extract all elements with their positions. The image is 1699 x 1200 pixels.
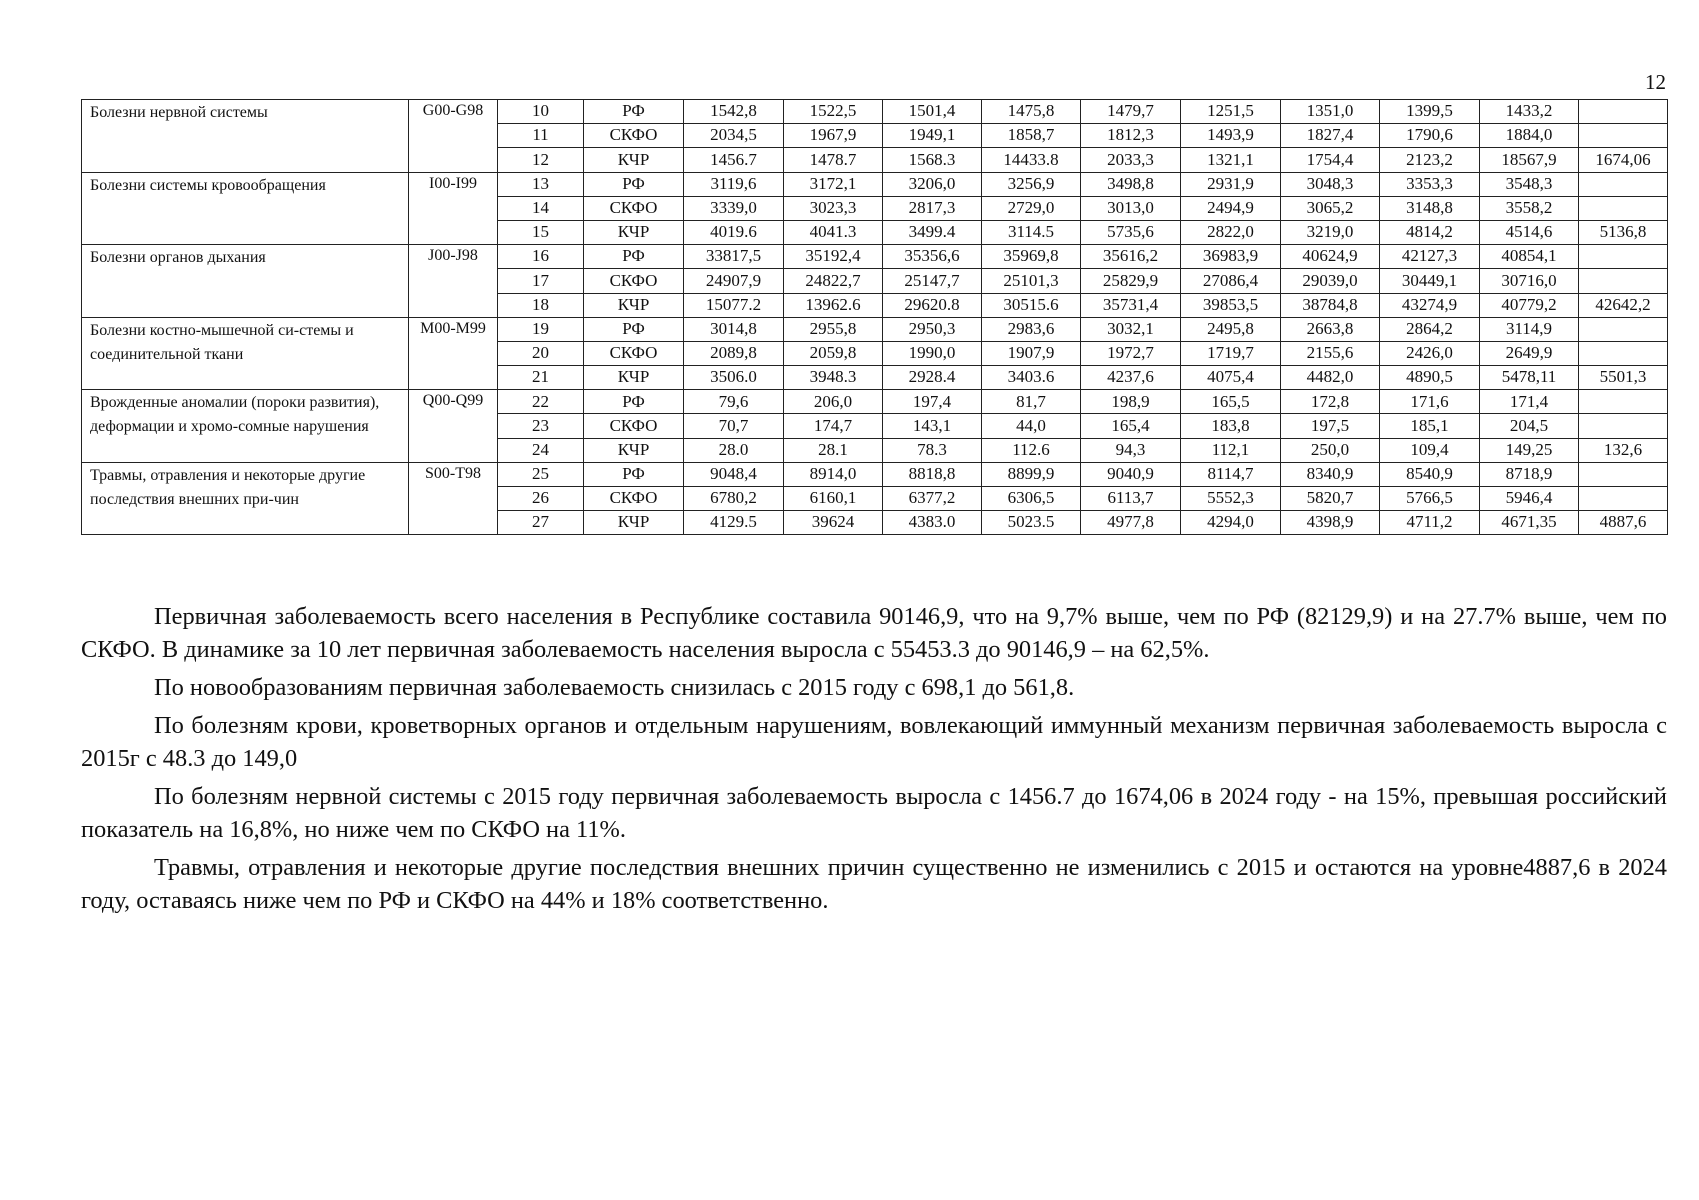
value-cell: 3065,2 [1281, 196, 1380, 220]
row-number-cell: 21 [498, 366, 584, 390]
value-cell: 6160,1 [784, 487, 883, 511]
value-cell: 29039,0 [1281, 269, 1380, 293]
value-cell: 165,5 [1181, 390, 1281, 414]
table-row [82, 462, 1668, 486]
value-cell: 2426,0 [1380, 341, 1480, 365]
value-cell: 2864,2 [1380, 317, 1480, 341]
table-row [82, 317, 1668, 341]
value-cell: 3558,2 [1480, 196, 1579, 220]
value-cell: 5820,7 [1281, 487, 1380, 511]
value-cell: 1812,3 [1081, 124, 1181, 148]
row-number-cell: 25 [498, 462, 584, 486]
region-cell: СКФО [584, 414, 684, 438]
region-cell: СКФО [584, 269, 684, 293]
value-cell: 197,5 [1281, 414, 1380, 438]
value-cell: 4075,4 [1181, 366, 1281, 390]
paragraph: По болезням крови, кроветворных органов и отдельным нарушениям, вовлекающий иммунный механизм первичная заболеваемость выросла с 2015г с 48.3 до 149,0 [81, 712, 1667, 772]
table-row [82, 390, 1668, 414]
value-cell: 2155,6 [1281, 341, 1380, 365]
value-cell: 206,0 [784, 390, 883, 414]
value-cell: 3114,9 [1480, 317, 1579, 341]
row-number-cell: 11 [498, 124, 584, 148]
value-cell: 4383.0 [883, 511, 982, 535]
value-cell: 8899,9 [982, 462, 1081, 486]
value-cell: 4671,35 [1480, 511, 1579, 535]
value-cell: 28.1 [784, 438, 883, 462]
value-cell: 1568.3 [883, 148, 982, 172]
value-cell: 4887,6 [1579, 511, 1668, 535]
value-cell: 24907,9 [684, 269, 784, 293]
value-cell: 24822,7 [784, 269, 883, 293]
value-cell [1579, 317, 1668, 341]
row-number-cell: 10 [498, 100, 584, 124]
value-cell: 3219,0 [1281, 220, 1380, 244]
table-row [82, 172, 1668, 196]
value-cell: 171,6 [1380, 390, 1480, 414]
value-cell: 9048,4 [684, 462, 784, 486]
value-cell: 25829,9 [1081, 269, 1181, 293]
disease-name-cell: Болезни органов дыхания [82, 245, 409, 318]
value-cell: 143,1 [883, 414, 982, 438]
row-number-cell: 24 [498, 438, 584, 462]
value-cell: 3148,8 [1380, 196, 1480, 220]
value-cell: 25147,7 [883, 269, 982, 293]
value-cell [1579, 245, 1668, 269]
value-cell: 185,1 [1380, 414, 1480, 438]
value-cell: 2059,8 [784, 341, 883, 365]
value-cell: 1475,8 [982, 100, 1081, 124]
value-cell: 1433,2 [1480, 100, 1579, 124]
value-cell: 2729,0 [982, 196, 1081, 220]
table-row [82, 245, 1668, 269]
value-cell: 1907,9 [982, 341, 1081, 365]
value-cell: 6306,5 [982, 487, 1081, 511]
icd-code-cell: M00-M99 [409, 317, 498, 390]
value-cell: 3948.3 [784, 366, 883, 390]
region-cell: КЧР [584, 511, 684, 535]
value-cell: 4514,6 [1480, 220, 1579, 244]
value-cell: 1493,9 [1181, 124, 1281, 148]
value-cell: 2983,6 [982, 317, 1081, 341]
value-cell: 5735,6 [1081, 220, 1181, 244]
value-cell: 171,4 [1480, 390, 1579, 414]
value-cell: 3023,3 [784, 196, 883, 220]
table-row [82, 100, 1668, 124]
value-cell: 1251,5 [1181, 100, 1281, 124]
value-cell: 6113,7 [1081, 487, 1181, 511]
value-cell [1579, 124, 1668, 148]
value-cell: 1501,4 [883, 100, 982, 124]
value-cell: 2663,8 [1281, 317, 1380, 341]
value-cell: 1479,7 [1081, 100, 1181, 124]
region-cell: КЧР [584, 148, 684, 172]
region-cell: СКФО [584, 341, 684, 365]
value-cell: 5023.5 [982, 511, 1081, 535]
value-cell: 5501,3 [1579, 366, 1668, 390]
paragraph: По болезням нервной системы с 2015 году первичная заболеваемость выросла с 1456.7 до 1674,06 в 2024 году - на 15%, превышая российский показатель на 16,8%, но ниже чем по СКФО на 11%. [81, 783, 1667, 843]
region-cell: СКФО [584, 487, 684, 511]
region-cell: СКФО [584, 124, 684, 148]
region-cell: РФ [584, 462, 684, 486]
value-cell: 2950,3 [883, 317, 982, 341]
value-cell: 35192,4 [784, 245, 883, 269]
value-cell [1579, 462, 1668, 486]
value-cell: 33817,5 [684, 245, 784, 269]
value-cell: 35616,2 [1081, 245, 1181, 269]
value-cell [1579, 390, 1668, 414]
row-number-cell: 12 [498, 148, 584, 172]
value-cell: 6780,2 [684, 487, 784, 511]
value-cell: 250,0 [1281, 438, 1380, 462]
value-cell: 44,0 [982, 414, 1081, 438]
value-cell: 2494,9 [1181, 196, 1281, 220]
icd-code-cell: J00-J98 [409, 245, 498, 318]
value-cell: 2817,3 [883, 196, 982, 220]
value-cell: 1884,0 [1480, 124, 1579, 148]
value-cell: 4482,0 [1281, 366, 1380, 390]
value-cell: 1827,4 [1281, 124, 1380, 148]
value-cell: 165,4 [1081, 414, 1181, 438]
value-cell: 3499.4 [883, 220, 982, 244]
region-cell: КЧР [584, 438, 684, 462]
row-number-cell: 13 [498, 172, 584, 196]
value-cell: 4711,2 [1380, 511, 1480, 535]
value-cell: 109,4 [1380, 438, 1480, 462]
value-cell: 4294,0 [1181, 511, 1281, 535]
value-cell: 198,9 [1081, 390, 1181, 414]
value-cell: 1456.7 [684, 148, 784, 172]
value-cell: 13962.6 [784, 293, 883, 317]
value-cell: 42127,3 [1380, 245, 1480, 269]
value-cell: 94,3 [1081, 438, 1181, 462]
value-cell: 3256,9 [982, 172, 1081, 196]
value-cell: 5136,8 [1579, 220, 1668, 244]
paragraph: Травмы, отравления и некоторые другие последствия внешних причин существенно не изменились с 2015 и остаются на уровне4887,6 в 2024 году, оставаясь ниже чем по РФ и СКФО на 44% и 18% соответственно. [81, 854, 1667, 914]
row-number-cell: 14 [498, 196, 584, 220]
icd-code-cell: Q00-Q99 [409, 390, 498, 463]
value-cell: 42642,2 [1579, 293, 1668, 317]
value-cell: 70,7 [684, 414, 784, 438]
value-cell: 2928.4 [883, 366, 982, 390]
value-cell: 1949,1 [883, 124, 982, 148]
row-number-cell: 16 [498, 245, 584, 269]
disease-name-cell: Врожденные аномалии (пороки развития), деформации и хромо-сомные нарушения [82, 390, 409, 463]
value-cell: 172,8 [1281, 390, 1380, 414]
disease-name-cell: Болезни системы кровообращения [82, 172, 409, 245]
row-number-cell: 27 [498, 511, 584, 535]
value-cell: 3032,1 [1081, 317, 1181, 341]
region-cell: КЧР [584, 366, 684, 390]
row-number-cell: 15 [498, 220, 584, 244]
region-cell: РФ [584, 317, 684, 341]
value-cell: 197,4 [883, 390, 982, 414]
value-cell: 28.0 [684, 438, 784, 462]
value-cell: 35969,8 [982, 245, 1081, 269]
icd-code-cell: G00-G98 [409, 100, 498, 173]
row-number-cell: 23 [498, 414, 584, 438]
value-cell: 27086,4 [1181, 269, 1281, 293]
value-cell: 3048,3 [1281, 172, 1380, 196]
value-cell: 2034,5 [684, 124, 784, 148]
row-number-cell: 17 [498, 269, 584, 293]
icd-code-cell: S00-T98 [409, 462, 498, 535]
value-cell: 183,8 [1181, 414, 1281, 438]
row-number-cell: 22 [498, 390, 584, 414]
value-cell: 1972,7 [1081, 341, 1181, 365]
value-cell: 1858,7 [982, 124, 1081, 148]
value-cell: 4019.6 [684, 220, 784, 244]
value-cell: 43274,9 [1380, 293, 1480, 317]
value-cell: 8914,0 [784, 462, 883, 486]
value-cell: 4237,6 [1081, 366, 1181, 390]
value-cell: 2033,3 [1081, 148, 1181, 172]
value-cell: 112,1 [1181, 438, 1281, 462]
table-body [82, 100, 1668, 535]
value-cell: 1522,5 [784, 100, 883, 124]
value-cell: 9040,9 [1081, 462, 1181, 486]
value-cell: 4041.3 [784, 220, 883, 244]
value-cell: 39624 [784, 511, 883, 535]
value-cell: 18567,9 [1480, 148, 1579, 172]
row-number-cell: 18 [498, 293, 584, 317]
value-cell: 2649,9 [1480, 341, 1579, 365]
value-cell: 40854,1 [1480, 245, 1579, 269]
disease-name-cell: Травмы, отравления и некоторые другие последствия внешних при-чин [82, 462, 409, 535]
value-cell: 25101,3 [982, 269, 1081, 293]
value-cell: 132,6 [1579, 438, 1668, 462]
value-cell: 78.3 [883, 438, 982, 462]
value-cell: 4129.5 [684, 511, 784, 535]
value-cell [1579, 487, 1668, 511]
value-cell: 40624,9 [1281, 245, 1380, 269]
body-text [81, 600, 1667, 922]
value-cell: 4814,2 [1380, 220, 1480, 244]
value-cell: 1674,06 [1579, 148, 1668, 172]
value-cell: 3014,8 [684, 317, 784, 341]
region-cell: КЧР [584, 293, 684, 317]
value-cell: 2822,0 [1181, 220, 1281, 244]
region-cell: СКФО [584, 196, 684, 220]
value-cell: 2123,2 [1380, 148, 1480, 172]
value-cell [1579, 172, 1668, 196]
value-cell: 2495,8 [1181, 317, 1281, 341]
value-cell: 3172,1 [784, 172, 883, 196]
value-cell: 4977,8 [1081, 511, 1181, 535]
morbidity-table [81, 99, 1668, 535]
value-cell: 1399,5 [1380, 100, 1480, 124]
value-cell: 1754,4 [1281, 148, 1380, 172]
value-cell: 1967,9 [784, 124, 883, 148]
value-cell: 5478,11 [1480, 366, 1579, 390]
value-cell: 3548,3 [1480, 172, 1579, 196]
value-cell: 1542,8 [684, 100, 784, 124]
value-cell: 3119,6 [684, 172, 784, 196]
value-cell: 15077.2 [684, 293, 784, 317]
paragraph: Первичная заболеваемость всего населения в Республике составила 90146,9, что на 9,7% выше, чем по РФ (82129,9) и на 27.7% выше, чем по СКФО. В динамике за 10 лет первичная заболеваемость населения выросла с 55453.3 до 90146,9 – на 62,5%. [81, 603, 1667, 663]
value-cell: 29620.8 [883, 293, 982, 317]
value-cell: 2089,8 [684, 341, 784, 365]
disease-name-cell: Болезни нервной системы [82, 100, 409, 173]
value-cell: 112.6 [982, 438, 1081, 462]
value-cell: 5766,5 [1380, 487, 1480, 511]
value-cell: 3353,3 [1380, 172, 1480, 196]
value-cell: 5552,3 [1181, 487, 1281, 511]
value-cell: 2931,9 [1181, 172, 1281, 196]
row-number-cell: 20 [498, 341, 584, 365]
value-cell: 3403.6 [982, 366, 1081, 390]
disease-name-cell: Болезни костно-мышечной си-стемы и соединительной ткани [82, 317, 409, 390]
region-cell: КЧР [584, 220, 684, 244]
value-cell: 4398,9 [1281, 511, 1380, 535]
value-cell: 8540,9 [1380, 462, 1480, 486]
paragraph: По новообразованиям первичная заболеваемость снизилась с 2015 году с 698,1 до 561,8. [154, 674, 1075, 701]
region-cell: РФ [584, 390, 684, 414]
value-cell: 8340,9 [1281, 462, 1380, 486]
value-cell: 1321,1 [1181, 148, 1281, 172]
value-cell: 30515.6 [982, 293, 1081, 317]
region-cell: РФ [584, 172, 684, 196]
region-cell: РФ [584, 100, 684, 124]
page-number: 12 [1645, 70, 1666, 94]
value-cell: 174,7 [784, 414, 883, 438]
value-cell: 3206,0 [883, 172, 982, 196]
value-cell: 1719,7 [1181, 341, 1281, 365]
value-cell [1579, 414, 1668, 438]
region-cell: РФ [584, 245, 684, 269]
value-cell: 30449,1 [1380, 269, 1480, 293]
value-cell: 6377,2 [883, 487, 982, 511]
value-cell: 1478.7 [784, 148, 883, 172]
value-cell [1579, 196, 1668, 220]
value-cell: 2955,8 [784, 317, 883, 341]
value-cell: 35356,6 [883, 245, 982, 269]
value-cell [1579, 100, 1668, 124]
value-cell: 1790,6 [1380, 124, 1480, 148]
value-cell: 5946,4 [1480, 487, 1579, 511]
value-cell: 38784,8 [1281, 293, 1380, 317]
value-cell [1579, 269, 1668, 293]
row-number-cell: 19 [498, 317, 584, 341]
value-cell: 3339,0 [684, 196, 784, 220]
value-cell: 81,7 [982, 390, 1081, 414]
value-cell: 1990,0 [883, 341, 982, 365]
value-cell: 8114,7 [1181, 462, 1281, 486]
icd-code-cell: I00-I99 [409, 172, 498, 245]
value-cell: 35731,4 [1081, 293, 1181, 317]
value-cell: 40779,2 [1480, 293, 1579, 317]
value-cell: 3506.0 [684, 366, 784, 390]
value-cell: 79,6 [684, 390, 784, 414]
value-cell: 4890,5 [1380, 366, 1480, 390]
value-cell [1579, 341, 1668, 365]
row-number-cell: 26 [498, 487, 584, 511]
value-cell: 3498,8 [1081, 172, 1181, 196]
value-cell: 149,25 [1480, 438, 1579, 462]
value-cell: 36983,9 [1181, 245, 1281, 269]
value-cell: 30716,0 [1480, 269, 1579, 293]
value-cell: 39853,5 [1181, 293, 1281, 317]
value-cell: 1351,0 [1281, 100, 1380, 124]
value-cell: 3114.5 [982, 220, 1081, 244]
value-cell: 14433.8 [982, 148, 1081, 172]
value-cell: 204,5 [1480, 414, 1579, 438]
value-cell: 8718,9 [1480, 462, 1579, 486]
value-cell: 3013,0 [1081, 196, 1181, 220]
value-cell: 8818,8 [883, 462, 982, 486]
